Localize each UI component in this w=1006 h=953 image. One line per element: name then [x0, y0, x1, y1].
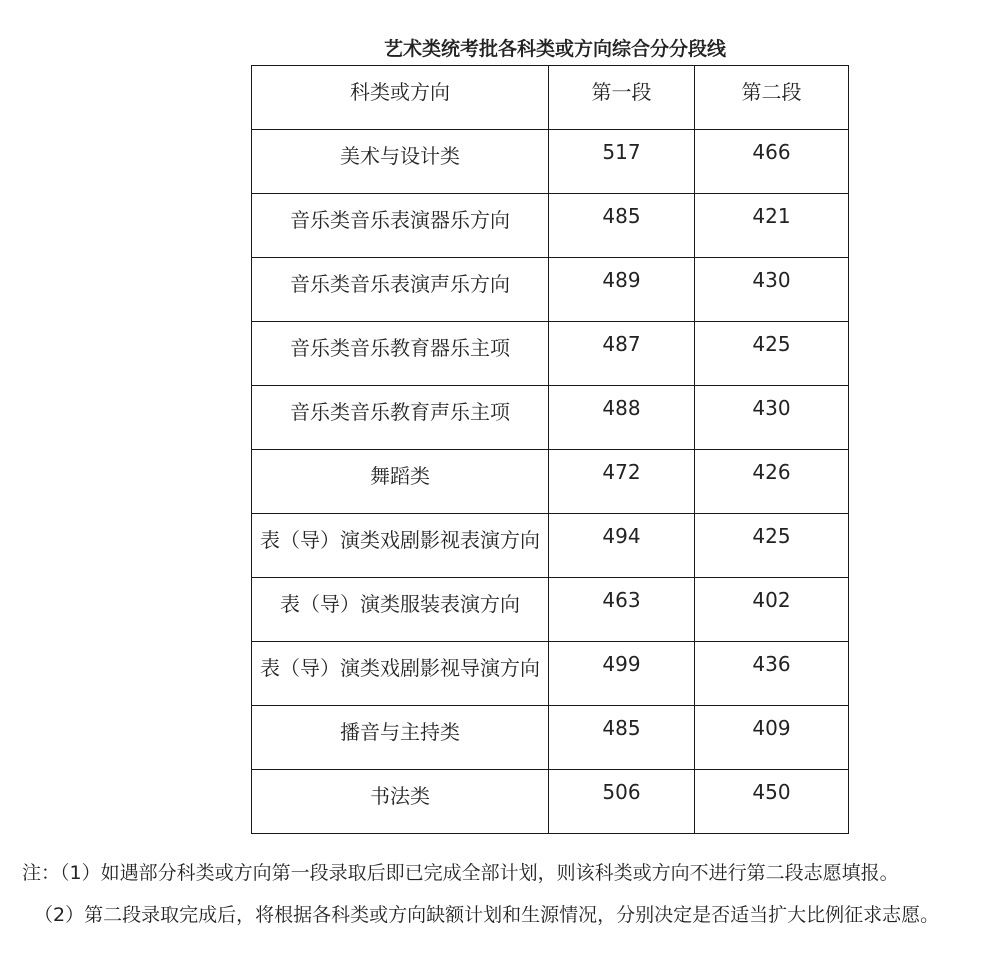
cell-first-stage: 463 [549, 578, 695, 642]
cell-first-stage: 472 [549, 450, 695, 514]
cell-second-stage: 430 [695, 386, 849, 450]
cell-first-stage: 485 [549, 194, 695, 258]
cell-second-stage: 450 [695, 770, 849, 834]
cell-first-stage: 489 [549, 258, 695, 322]
cell-first-stage: 506 [549, 770, 695, 834]
cell-category: 音乐类音乐教育声乐主项 [252, 386, 549, 450]
cell-first-stage: 485 [549, 706, 695, 770]
cell-category: 音乐类音乐表演器乐方向 [252, 194, 549, 258]
cell-second-stage: 436 [695, 642, 849, 706]
table-row [252, 258, 849, 322]
cell-first-stage: 517 [549, 130, 695, 194]
cell-category: 书法类 [252, 770, 549, 834]
table-row [252, 514, 849, 578]
footnote-2: （2）第二段录取完成后，将根据各科类或方向缺额计划和生源情况，分别决定是否适当扩大比例征求志愿。 [34, 904, 940, 926]
cell-first-stage: 499 [549, 642, 695, 706]
table-header-row [252, 66, 849, 130]
header-second-stage: 第二段 [695, 66, 849, 130]
cell-second-stage: 426 [695, 450, 849, 514]
table-row [252, 386, 849, 450]
table-title: 艺术类统考批各科类或方向综合分分段线 [383, 38, 726, 60]
cell-category: 表（导）演类戏剧影视导演方向 [252, 642, 549, 706]
cell-category: 表（导）演类戏剧影视表演方向 [252, 514, 549, 578]
cell-category: 播音与主持类 [252, 706, 549, 770]
cell-second-stage: 421 [695, 194, 849, 258]
cell-second-stage: 425 [695, 514, 849, 578]
cell-second-stage: 409 [695, 706, 849, 770]
table-row [252, 706, 849, 770]
header-first-stage: 第一段 [549, 66, 695, 130]
cell-category: 音乐类音乐表演声乐方向 [252, 258, 549, 322]
cell-first-stage: 488 [549, 386, 695, 450]
table-row [252, 194, 849, 258]
score-table [251, 65, 849, 834]
table-row [252, 770, 849, 834]
table-row [252, 450, 849, 514]
cell-category: 表（导）演类服装表演方向 [252, 578, 549, 642]
footnote-1: 注：（1）如遇部分科类或方向第一段录取后即已完成全部计划，则该科类或方向不进行第二段志愿填报。 [22, 862, 899, 884]
table-row [252, 578, 849, 642]
cell-first-stage: 487 [549, 322, 695, 386]
table-row [252, 642, 849, 706]
header-category: 科类或方向 [252, 66, 549, 130]
cell-second-stage: 402 [695, 578, 849, 642]
cell-first-stage: 494 [549, 514, 695, 578]
cell-category: 舞蹈类 [252, 450, 549, 514]
cell-category: 音乐类音乐教育器乐主项 [252, 322, 549, 386]
cell-second-stage: 425 [695, 322, 849, 386]
cell-second-stage: 430 [695, 258, 849, 322]
cell-second-stage: 466 [695, 130, 849, 194]
table-row [252, 130, 849, 194]
table-row [252, 322, 849, 386]
cell-category: 美术与设计类 [252, 130, 549, 194]
